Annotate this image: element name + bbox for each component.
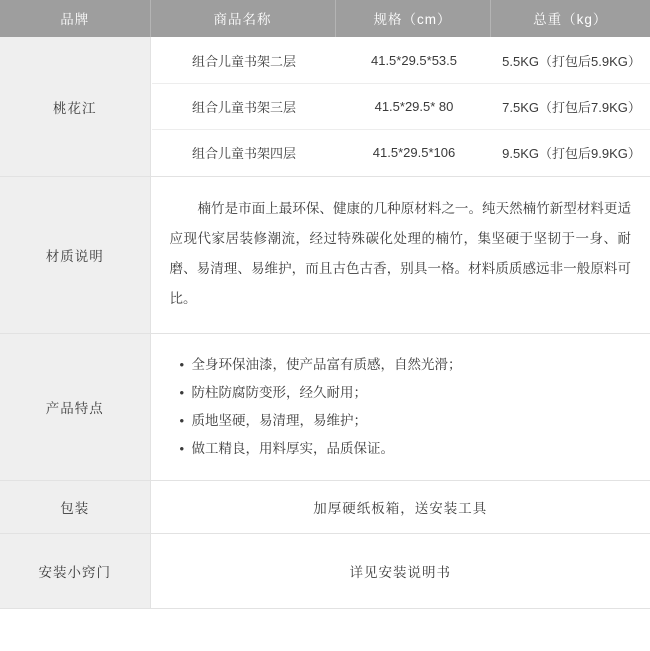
header-weight: 总重（kg）: [490, 0, 650, 37]
product-size: 41.5*29.5* 80: [337, 84, 492, 130]
material-label: 材质说明: [0, 177, 150, 334]
header-product-name: 商品名称: [150, 0, 335, 37]
table-row: [152, 84, 650, 130]
material-text: 楠竹是市面上最环保、健康的几种原材料之一。纯天然楠竹新型材料更适应现代家居装修潮流，经过特殊碳化处理的楠竹，集坚硬于坚韧于一身、耐磨、易清理、易维护，而且古色古香，别具一格。材料质质感远非一般原料可比。: [152, 178, 650, 332]
product-size: 41.5*29.5*106: [337, 130, 492, 176]
material-row: [0, 177, 650, 334]
brand-row: [0, 37, 650, 177]
header-brand: 品牌: [0, 0, 150, 37]
packaging-row: [0, 481, 650, 534]
packaging-cell: [150, 481, 650, 534]
features-cell: [150, 334, 650, 481]
product-weight: 5.5KG（打包后5.9KG）: [492, 38, 650, 84]
products-table: [152, 38, 650, 175]
installation-label: 安装小窍门: [0, 534, 150, 609]
product-size: 41.5*29.5*53.5: [337, 38, 492, 84]
features-list: [152, 335, 650, 479]
table-row: [152, 38, 650, 84]
list-item: • 做工精良，用料厚实，品质保证。: [180, 435, 640, 463]
features-label: 产品特点: [0, 334, 150, 481]
header-size: 规格（cm）: [335, 0, 490, 37]
product-name: 组合儿童书架四层: [152, 130, 337, 176]
list-item: • 全身环保油漆，使产品富有质感，自然光滑；: [180, 351, 640, 379]
packaging-label: 包装: [0, 481, 150, 534]
products-cell: [150, 37, 650, 177]
product-weight: 7.5KG（打包后7.9KG）: [492, 84, 650, 130]
table-row: [152, 130, 650, 176]
table-header-row: [0, 0, 650, 37]
installation-row: [0, 534, 650, 609]
list-item: • 防柱防腐防变形，经久耐用；: [180, 379, 640, 407]
product-name: 组合儿童书架三层: [152, 84, 337, 130]
features-row: [0, 334, 650, 481]
product-name: 组合儿童书架二层: [152, 38, 337, 84]
bottom-spacer: [0, 609, 650, 651]
packaging-text: 加厚硬纸板箱，送安装工具: [152, 482, 650, 532]
installation-text: 详见安装说明书: [152, 535, 650, 607]
material-cell: [150, 177, 650, 334]
product-weight: 9.5KG（打包后9.9KG）: [492, 130, 650, 176]
brand-label: 桃花江: [0, 37, 150, 177]
list-item: • 质地坚硬，易清理，易维护；: [180, 407, 640, 435]
installation-cell: [150, 534, 650, 609]
